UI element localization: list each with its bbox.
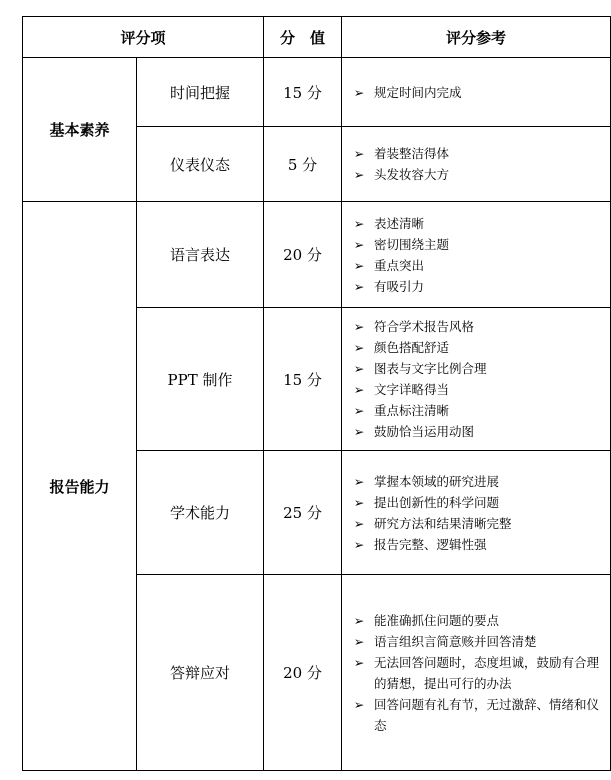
list-item: ➢ 鼓励恰当运用动图: [352, 421, 602, 442]
list-item: ➢ 图表与文字比例合理: [352, 358, 602, 379]
list-item: ➢ 无法回答问题时，态度坦诚，鼓励有合理的猜想，提出可行的办法: [352, 652, 602, 694]
list-item: ➢ 重点突出: [352, 255, 602, 276]
item-label: 仪表仪态: [137, 127, 264, 202]
arrow-bullet-icon: ➢: [353, 257, 365, 273]
list-item: ➢ 规定时间内完成: [352, 82, 602, 103]
arrow-bullet-icon: ➢: [353, 340, 365, 355]
score-value: 15 分: [264, 58, 342, 127]
ref-cell: [342, 575, 611, 771]
arrow-bullet-icon: ➢: [353, 515, 365, 531]
ref-cell: [342, 308, 611, 451]
header-score: 分 值: [264, 17, 342, 58]
list-item: ➢ 文字详略得当: [352, 379, 602, 400]
table-row: [23, 58, 611, 127]
header-row: [23, 17, 611, 58]
list-item: ➢ 颜色搭配舒适: [352, 337, 602, 358]
list-item: ➢ 提出创新性的科学问题: [352, 492, 602, 513]
item-label: 语言表达: [137, 202, 264, 308]
score-value: 20 分: [264, 575, 342, 771]
item-label: 时间把握: [137, 58, 264, 127]
header-ref: 评分参考: [342, 17, 611, 58]
arrow-bullet-icon: ➢: [353, 494, 365, 510]
list-item: ➢ 密切围绕主题: [352, 234, 602, 255]
list-item: ➢ 表述清晰: [352, 213, 602, 234]
score-value: 20 分: [264, 202, 342, 308]
arrow-bullet-icon: ➢: [353, 278, 365, 294]
list-item: ➢ 头发妆容大方: [352, 164, 602, 185]
list-item: ➢ 语言组织言简意赅并回答清楚: [352, 631, 602, 652]
arrow-bullet-icon: ➢: [353, 424, 365, 439]
list-item: ➢ 研究方法和结果清晰完整: [352, 513, 602, 534]
item-label: PPT 制作: [137, 308, 264, 451]
arrow-bullet-icon: ➢: [353, 403, 365, 418]
scoring-table: [22, 16, 611, 771]
score-value: 15 分: [264, 308, 342, 451]
category-report: 报告能力: [23, 202, 137, 771]
arrow-bullet-icon: ➢: [353, 167, 365, 182]
list-item: ➢ 掌握本领域的研究进展: [352, 471, 602, 492]
arrow-bullet-icon: ➢: [353, 215, 365, 231]
list-item: ➢ 重点标注清晰: [352, 400, 602, 421]
ref-cell: [342, 58, 611, 127]
list-item: ➢ 有吸引力: [352, 276, 602, 297]
ref-cell: [342, 202, 611, 308]
arrow-bullet-icon: ➢: [353, 319, 365, 334]
arrow-bullet-icon: ➢: [353, 473, 365, 489]
item-label: 学术能力: [137, 451, 264, 575]
header-item: 评分项: [23, 17, 264, 58]
score-value: 5 分: [264, 127, 342, 202]
arrow-bullet-icon: ➢: [353, 382, 365, 397]
arrow-bullet-icon: ➢: [353, 361, 365, 376]
arrow-bullet-icon: ➢: [353, 633, 365, 649]
arrow-bullet-icon: ➢: [353, 236, 365, 252]
arrow-bullet-icon: ➢: [353, 146, 365, 161]
score-value: 25 分: [264, 451, 342, 575]
arrow-bullet-icon: ➢: [353, 536, 365, 552]
ref-cell: [342, 451, 611, 575]
arrow-bullet-icon: ➢: [353, 696, 365, 712]
list-item: ➢ 着装整洁得体: [352, 143, 602, 164]
arrow-bullet-icon: ➢: [353, 654, 365, 670]
item-label: 答辩应对: [137, 575, 264, 771]
list-item: ➢ 报告完整、逻辑性强: [352, 534, 602, 555]
list-item: ➢ 符合学术报告风格: [352, 316, 602, 337]
arrow-bullet-icon: ➢: [353, 84, 365, 100]
table-row: [23, 202, 611, 308]
list-item: ➢ 回答问题有礼有节，无过激辞、情绪和仪态: [352, 694, 602, 736]
list-item: ➢ 能准确抓住问题的要点: [352, 610, 602, 631]
arrow-bullet-icon: ➢: [353, 612, 365, 628]
ref-cell: [342, 127, 611, 202]
category-basic: 基本素养: [23, 58, 137, 202]
